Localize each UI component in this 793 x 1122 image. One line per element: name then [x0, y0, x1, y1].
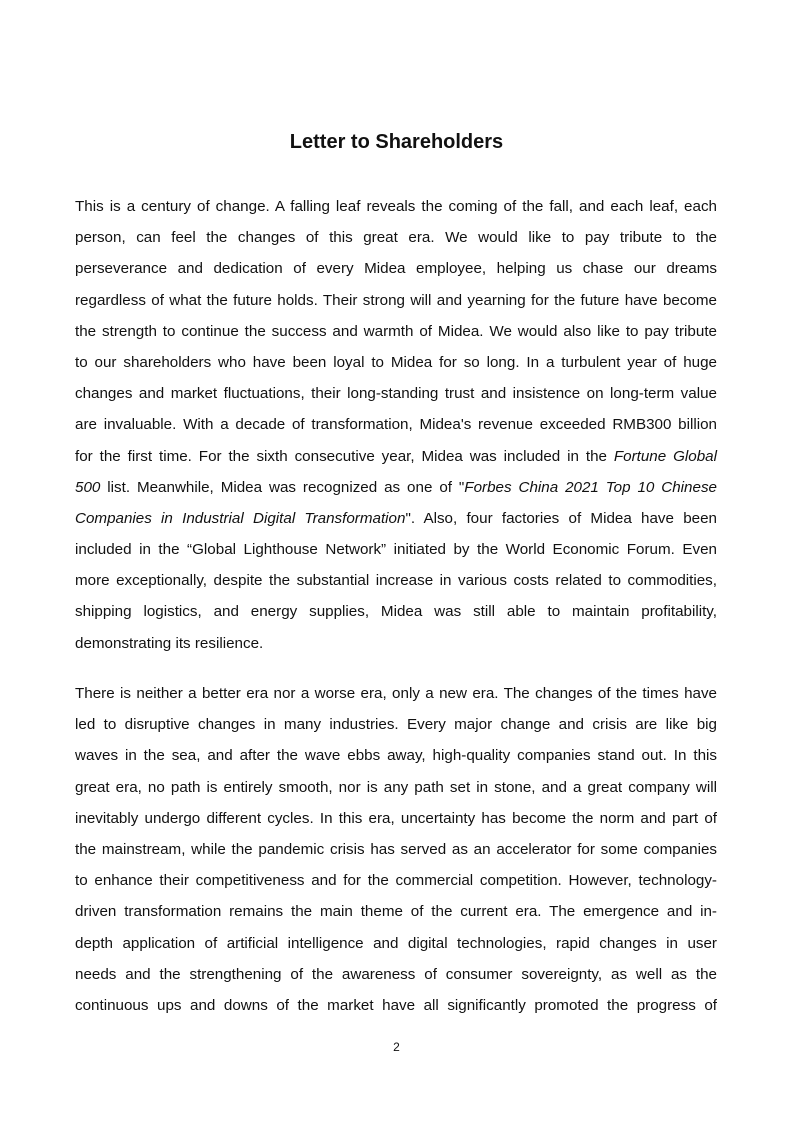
page-number: 2 [393, 1040, 400, 1054]
text-line [75, 472, 717, 503]
text-fragment: for the first time. For the sixth consecutive year, Midea was included in the [75, 447, 614, 465]
text-line: great era, no path is entirely smooth, nor is any path set in stone, and a great company will [75, 778, 717, 796]
italic-forbes-b: Companies in Industrial Digital Transformation [75, 509, 406, 527]
page-title: Letter to Shareholders [289, 131, 504, 153]
text-fragment: list. Meanwhile, Midea was recognized as one of " [107, 478, 465, 496]
text-line: perseverance and dedication of every Midea employee, helping us chase our dreams [75, 260, 717, 278]
text-line: the strength to continue the success and warmth of Midea. We would also like to pay tribute [75, 322, 717, 340]
text-fragment: ". Also, four factories of Midea have been [405, 509, 717, 527]
text-line [75, 503, 717, 534]
text-line: This is a century of change. A falling leaf reveals the coming of the fall, and each leaf, each [75, 198, 717, 215]
text-line: are invaluable. With a decade of transformation, Midea's revenue exceeded RMB300 billion [75, 416, 717, 434]
text-line: depth application of artificial intelligence and digital technologies, rapid changes in user [75, 934, 717, 952]
text-line: the mainstream, while the pandemic crisis has served as an accelerator for some companies [75, 840, 717, 858]
text-line: There is neither a better era nor a worse era, only a new era. The changes of the times have [75, 685, 717, 702]
text-line: driven transformation remains the main theme of the current era. The emergence and in- [75, 903, 717, 921]
text-line: demonstrating its resilience. [75, 634, 264, 652]
text-line: included in the “Global Lighthouse Network” initiated by the World Economic Forum. Even [75, 541, 717, 559]
text-line: to our shareholders who have been loyal to Midea for so long. In a turbulent year of huge [75, 353, 717, 371]
text-line: inevitably undergo different cycles. In this era, uncertainty has become the norm and part of [75, 809, 717, 827]
text-line: led to disruptive changes in many industries. Every major change and crisis are like big [75, 716, 717, 734]
text-line: waves in the sea, and after the wave ebbs away, high-quality companies stand out. In this [75, 747, 717, 765]
paragraph-2 [75, 678, 717, 1021]
italic-500: 500 [75, 478, 101, 496]
text-line: needs and the strengthening of the awareness of consumer sovereignty, as well as the [75, 965, 717, 983]
text-line: more exceptionally, despite the substantial increase in various costs related to commodities, [75, 572, 717, 590]
paragraph-1 [75, 191, 717, 659]
italic-fortune-global: Fortune Global [613, 447, 717, 465]
text-line: person, can feel the changes of this great era. We would like to pay tribute to the [75, 229, 717, 247]
italic-forbes-a: Forbes China 2021 Top 10 Chinese [464, 478, 717, 496]
text-line [75, 441, 717, 472]
text-line: regardless of what the future holds. Their strong will and yearning for the future have become [75, 291, 717, 309]
text-line: continuous ups and downs of the market have all significantly promoted the progress of [75, 996, 717, 1014]
text-line: shipping logistics, and energy supplies, Midea was still able to maintain profitability, [75, 603, 717, 621]
text-line: to enhance their competitiveness and for the commercial competition. However, technology- [75, 872, 717, 890]
text-line: changes and market fluctuations, their long-standing trust and insistence on long-term value [75, 385, 717, 403]
